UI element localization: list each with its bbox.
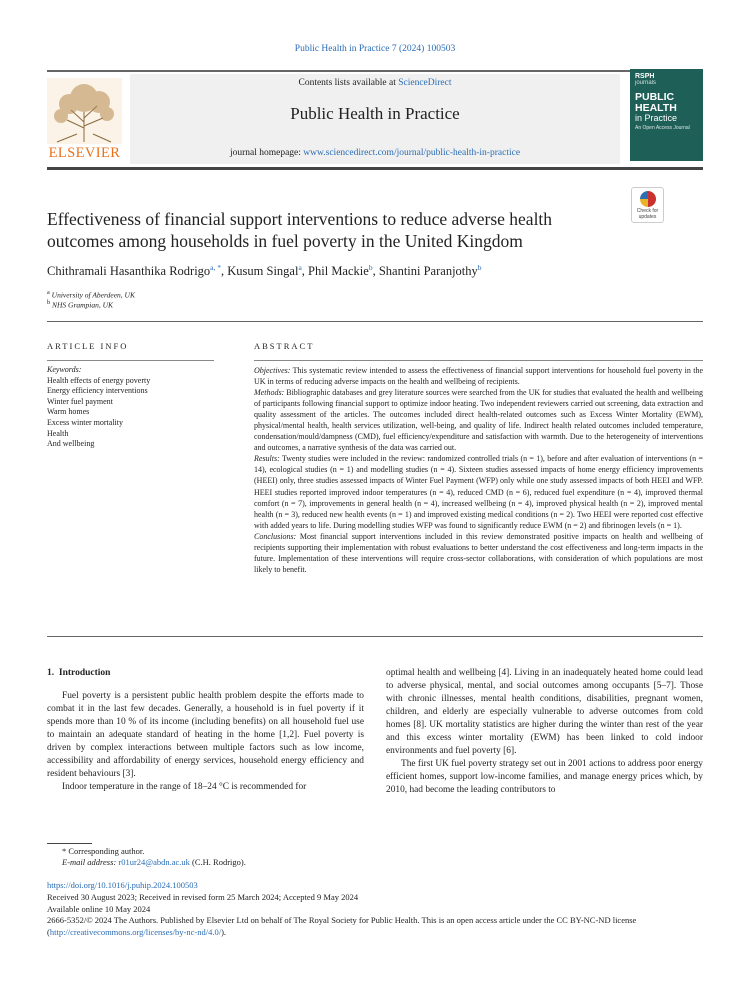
affiliation-text: NHS Grampian, UK	[52, 300, 114, 310]
abstract-section-label: Results:	[254, 454, 280, 464]
available-online: Available online 10 May 2024	[47, 904, 151, 914]
author-affil-sup[interactable]: b	[477, 263, 482, 272]
top-rule	[47, 70, 703, 72]
email-suffix: (C.H. Rodrigo).	[189, 857, 246, 867]
keyword-item: Excess winter mortality	[47, 417, 123, 427]
body-paragraph: Fuel poverty is a persistent public health problem despite the efforts made to combat it in the last few decades. Generally, a household is in fuel poverty if it spends more than 10 % of its income (including benefits) on all household fuel use to maintain an adequate standard of heating in the home [1,2]. Fuel poverty is driven by complex interactions between multiple factors such as low income, accessibility and affordability of energy services, household energy efficiency and resident behaviours [3].	[47, 691, 364, 779]
body-paragraph: The first UK fuel poverty strategy set out in 2001 actions to address poor energy efficient homes, support low-income families, and manage energy prices which, by 2010, had become the leading contributors to	[386, 759, 703, 795]
journal-reference[interactable]: Public Health in Practice 7 (2024) 100503	[294, 44, 456, 54]
homepage-prefix: journal homepage:	[229, 148, 304, 158]
affiliation	[47, 299, 113, 310]
email-label: E-mail address:	[62, 857, 119, 867]
keywords-label: Keywords:	[47, 365, 82, 374]
check-updates-label: Check for updates	[636, 208, 659, 220]
sciencedirect-link[interactable]: ScienceDirect	[398, 78, 452, 88]
elsevier-wordmark: ELSEVIER	[48, 145, 121, 161]
author-name[interactable]: Chithramali Hasanthika Rodrigo	[47, 264, 211, 279]
license-end: ).	[221, 926, 227, 937]
affiliation-sup: b	[47, 299, 51, 306]
elsevier-tree-icon	[47, 78, 122, 144]
abstract-results	[254, 453, 703, 530]
abstract-section-text: This systematic review intended to assess the effectiveness of financial support interventions for household fuel poverty in the UK in terms of reducing adverse impacts on the health and wellbeing of recipients.	[254, 366, 704, 387]
cover-title-health: HEALTH	[635, 102, 677, 114]
author-name[interactable]: Shantini Paranjothy	[378, 264, 478, 279]
section-heading	[47, 668, 110, 678]
author-name[interactable]: Kusum Singal	[227, 264, 299, 279]
article-info-rule	[47, 360, 214, 361]
section-number: 1.	[47, 668, 55, 678]
cover-journals: journals	[635, 80, 657, 86]
article-title: Effectiveness of financial support interventions to reduce adverse health outcomes among households in fuel poverty in the United Kingdom	[47, 209, 553, 251]
license-statement	[47, 915, 703, 938]
license-text: 2666-5352/© 2024 The Authors. Published by Elsevier Ltd on behalf of The Royal Society for Public Health. This is an open access article under the CC BY-NC-ND license (	[47, 915, 637, 937]
abstract-rule	[254, 360, 703, 361]
keyword-item: Health effects of energy poverty	[47, 375, 151, 385]
cover-title-public: PUBLIC	[635, 91, 675, 103]
abstract-methods	[254, 387, 703, 453]
license-link[interactable]: http://creativecommons.org/licenses/by-nc-nd/4.0/	[49, 926, 222, 937]
body-column-left	[47, 690, 364, 794]
check-for-updates-button[interactable]	[631, 187, 664, 223]
article-info-heading: ARTICLE INFO	[47, 341, 129, 351]
homepage-line	[130, 148, 620, 158]
section-title: Introduction	[58, 668, 111, 678]
homepage-link[interactable]: www.sciencedirect.com/journal/public-health-in-practice	[303, 148, 521, 158]
affiliation-text: University of Aberdeen, UK	[51, 290, 135, 300]
cover-title-practice: in Practice	[635, 113, 678, 123]
keywords-block	[47, 365, 217, 450]
email-link[interactable]: r01ur24@abdn.ac.uk	[118, 857, 190, 867]
abstract-section-text: Twenty studies were included in the review: randomized controlled trials (n = 1), before and after evaluation of interventions (n = 14), ecological studies (n = 1) and modelling studies (n = 4). Sixteen studies assessed impacts of home energy efficiency improvements (HEEI) only, three studies assessed impacts of Winter Fuel Payment (WFP) only while one study assessed impacts of both HEEI and WFP. HEEI studies reported improved indoor temperatures (n = 4), reduced CMD (n = 6), reduced fuel expenditure (n = 4), improved thermal comfort (n = 7), improvements in general health (n = 4), increased wellbeing (n = 4), improved physical health (n = 2), improved mental health (n = 3), reduced new health events (n = 1) and improved existing medical conditions (n = 2). Two HEEI were reported cost effective with added years to life. During modelling studies WFP was found to significantly reduce EWM (n = 2) and fibrinogen levels (n = 1).	[254, 454, 703, 530]
author-affil-sup[interactable]: b	[368, 263, 373, 272]
footnote-rule	[47, 843, 92, 844]
doi-link[interactable]: https://doi.org/10.1016/j.puhip.2024.100503	[47, 880, 198, 890]
body-paragraph: optimal health and wellbeing [4]. Living in an inadequately heated home could lead to adverse physical, mental, and social outcomes among occupants [5–7]. Those with chronic illnesses, mental health conditions, disabilities, pregnant women, children, and elderly are especially vulnerable to adverse outcomes from cold homes [8]. UK mortality statistics are higher during the winter than rest of the year and this excess winter mortality (EWM) has been linked to cold indoor environments and fuel poverty [6].	[386, 668, 703, 756]
affiliation-sup: a	[47, 289, 50, 296]
author-affil-sup[interactable]: a	[298, 263, 302, 272]
keyword-item: Energy efficiency interventions	[47, 386, 148, 396]
abstract-conclusions	[254, 531, 703, 575]
abstract-heading: ABSTRACT	[254, 341, 315, 351]
author-list	[47, 263, 707, 279]
abstract-section-label: Methods:	[254, 388, 285, 398]
contents-prefix: Contents lists available at	[298, 78, 399, 88]
abstract-section-text: Most financial support interventions included in this review demonstrated positive impacts on health and wellbeing of recipients supporting their implementation with robust evaluations to better understand the cost effectiveness and long-term impacts in the future. Implementation of these interventions will require cross-sector collaborations, with consideration of which populations are most likely to benefit.	[254, 531, 704, 574]
body-paragraph: Indoor temperature in the range of 18–24 °C is recommended for	[62, 782, 307, 792]
abstract-section-text: Bibliographic databases and grey literature sources were searched from the UK for studies that evaluated the health and wellbeing of participants following financial support to optimize indoor heating. Two independent reviewers carried out screening, data extraction and quality assessment of the articles. The outcomes included direct health-related outcomes such as Excess Winter Mortality (EWM), physical/mental health, health services utilization, well-being, and quality of life. Indirect health related outcomes included temperature, condensation/mould/dampness (CMD), fuel efficiency/expenditure and satisfaction with warmth. Due to the heterogeneity of interventions and outcomes, a narrative synthesis of the data was carried out.	[254, 388, 703, 453]
body-column-right	[386, 667, 703, 797]
abstract-section-label: Objectives:	[254, 366, 291, 375]
journal-cover[interactable]	[630, 69, 703, 161]
abstract-section-label: Conclusions:	[254, 531, 297, 541]
abstract-body	[254, 365, 703, 575]
crossmark-icon	[640, 191, 656, 207]
author-separator: ,	[301, 264, 309, 279]
corresponding-author-note: * Corresponding author.	[62, 846, 145, 856]
cover-tagline: An Open Access Journal	[635, 125, 690, 131]
abstract-objectives	[254, 365, 703, 387]
abstract-bottom-rule	[47, 636, 703, 637]
elsevier-logo	[47, 78, 122, 162]
affiliation-rule	[47, 321, 703, 322]
keyword-item: And wellbeing	[47, 439, 95, 449]
cover-rsph: RSPH	[635, 73, 655, 80]
keyword-item: Health	[47, 428, 69, 438]
received-dates: Received 30 August 2023; Received in revised form 25 March 2024; Accepted 9 May 2024	[47, 892, 359, 902]
author-separator: ,	[221, 264, 228, 279]
author-name[interactable]: Phil Mackie	[308, 264, 369, 279]
contents-line	[130, 78, 620, 88]
keyword-item: Warm homes	[47, 407, 90, 417]
author-separator: ,	[372, 264, 379, 279]
keyword-item: Winter fuel payment	[47, 396, 113, 406]
email-note	[62, 857, 246, 867]
header-rule	[47, 167, 703, 170]
affiliation	[47, 289, 135, 300]
journal-title: Public Health in Practice	[290, 104, 460, 123]
author-affil-sup[interactable]: a, *	[210, 263, 222, 272]
